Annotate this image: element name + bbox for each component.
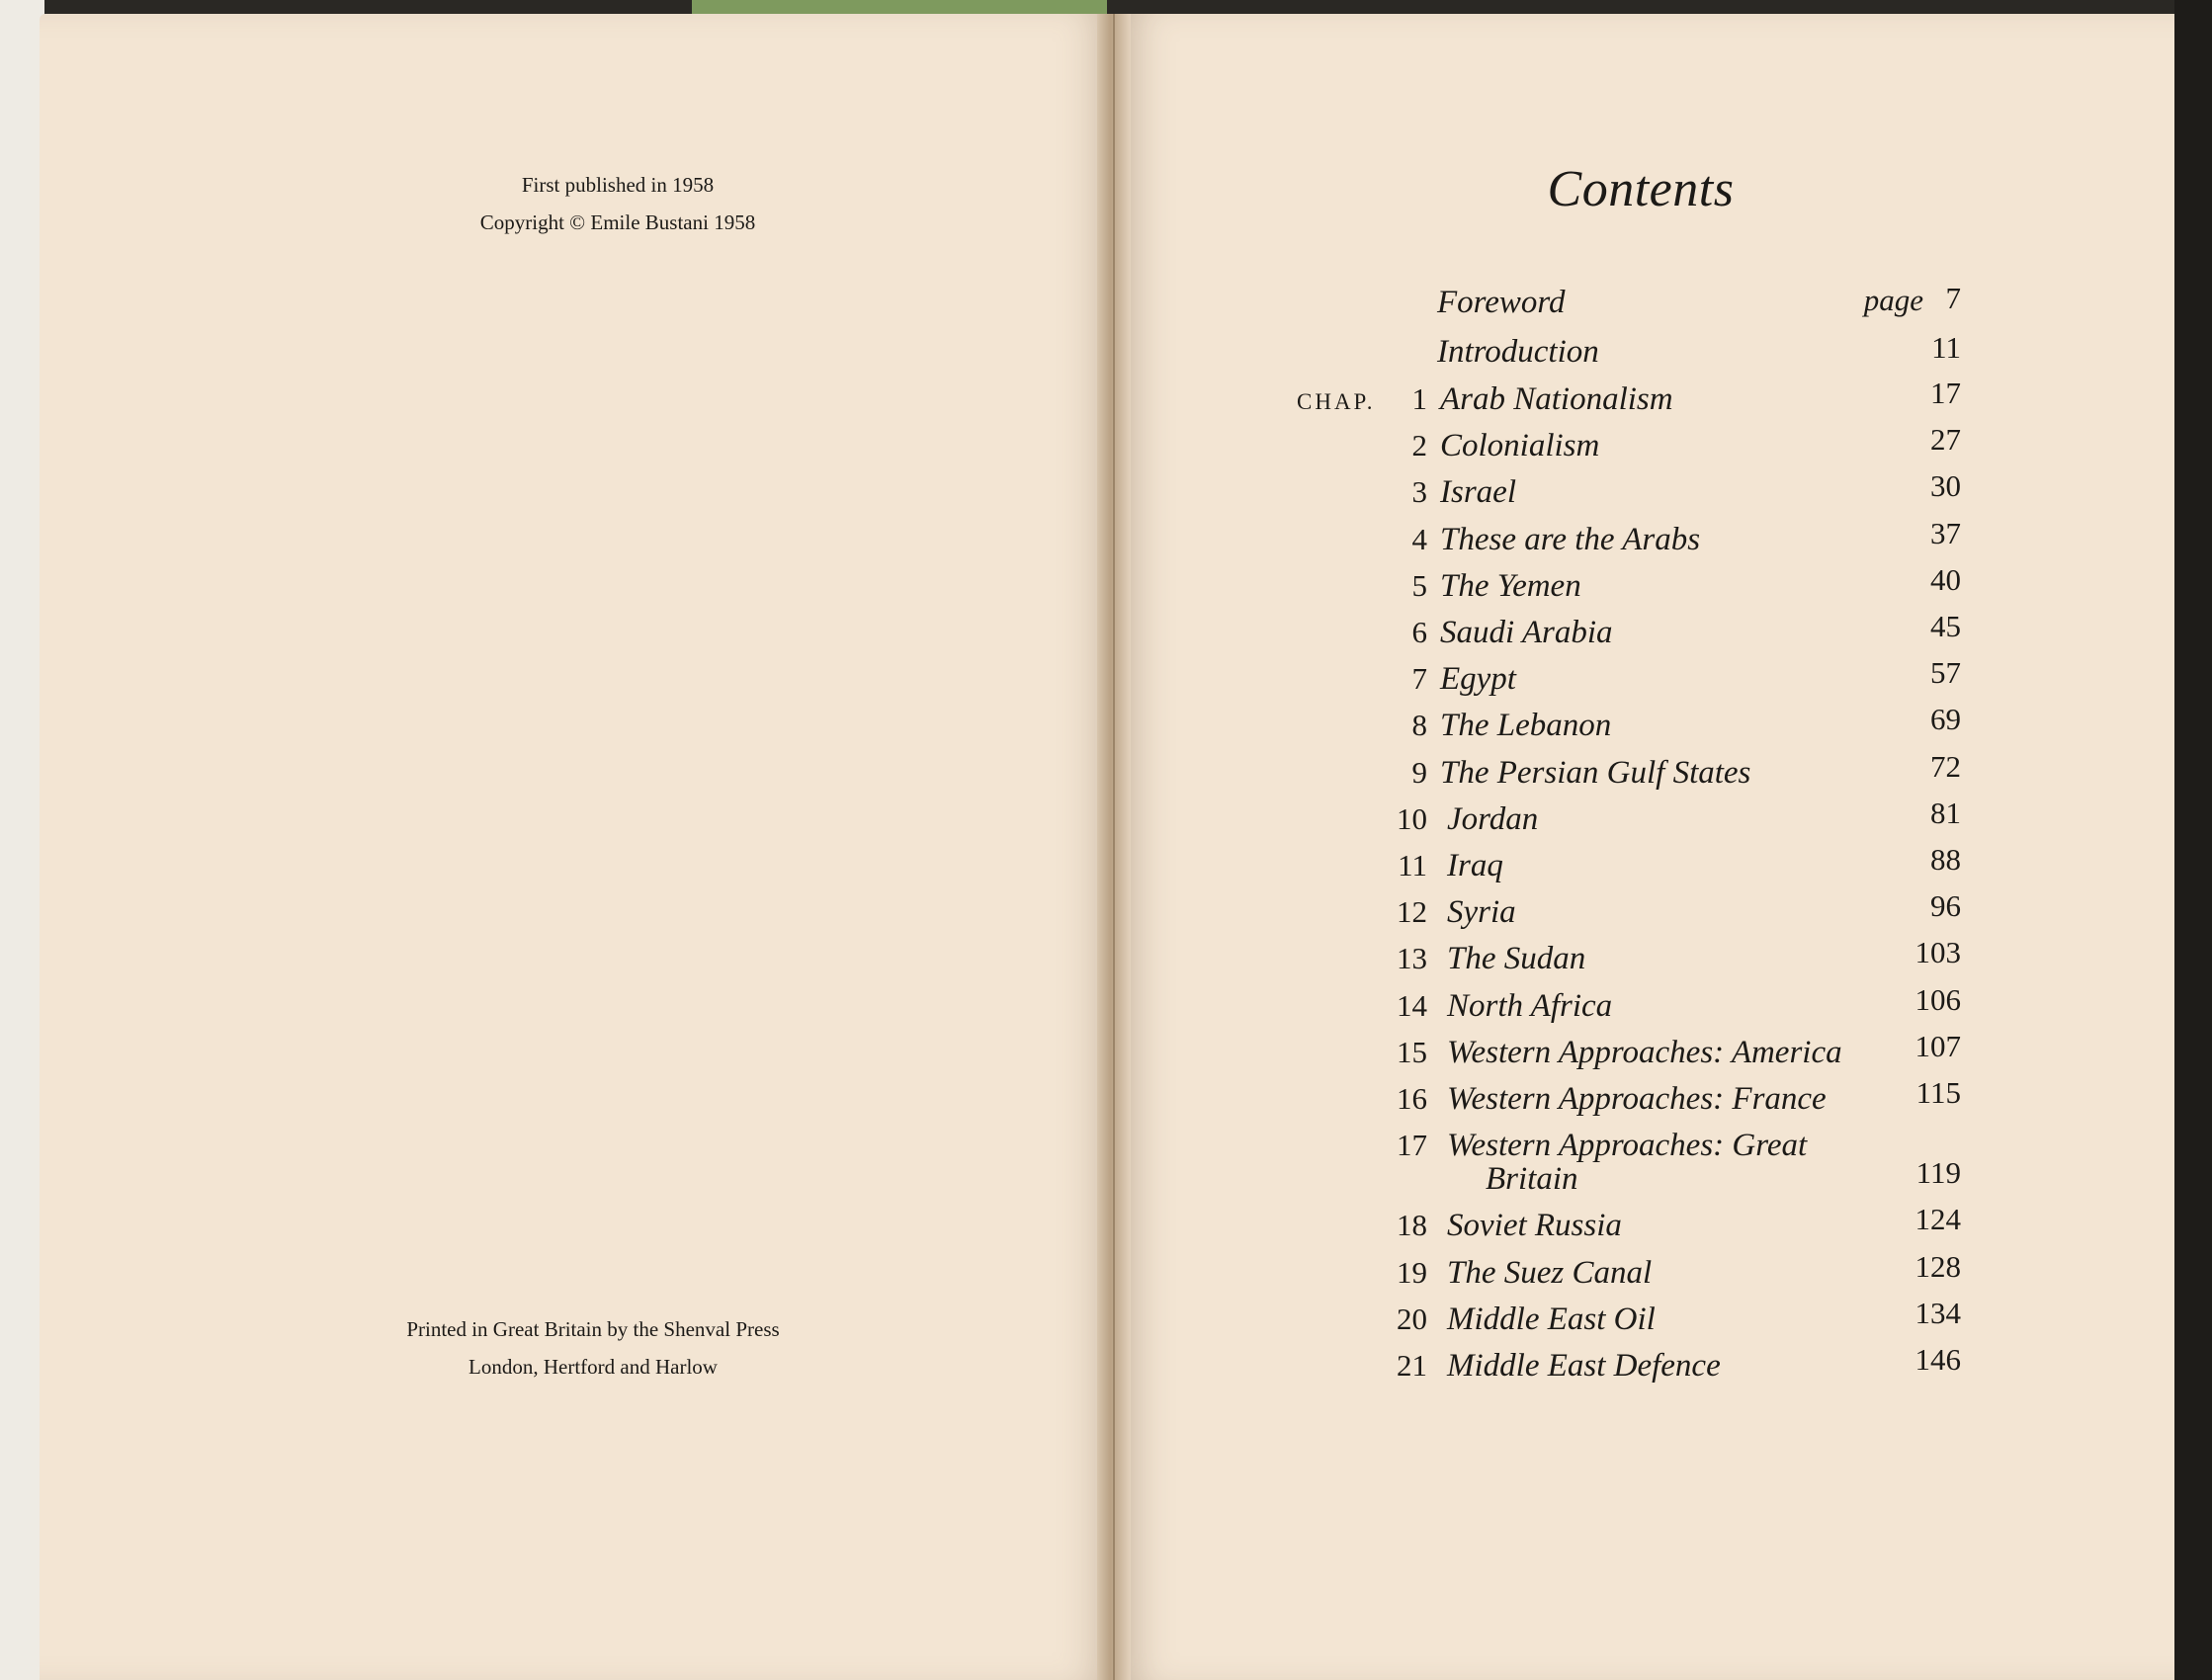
toc-entry-title: Arab Nationalism [1440, 381, 1673, 417]
toc-chapter-number: 1 [1411, 381, 1427, 416]
printer-location-line: London, Hertford and Harlow [468, 1355, 718, 1379]
toc-entry-page: 119 [1915, 1155, 1961, 1191]
toc-entry-page: 45 [1930, 609, 1961, 643]
chap-label: CHAP. [1297, 389, 1376, 414]
toc-entry-title: The Sudan [1447, 941, 1586, 977]
toc-entry-page: 40 [1930, 561, 1961, 597]
toc-entry-page: 30 [1930, 468, 1961, 504]
toc-entry-page: 72 [1930, 748, 1961, 784]
toc-entry-title: Soviet Russia [1447, 1208, 1622, 1244]
toc-entry-page: 81 [1930, 795, 1961, 830]
right-page [1117, 14, 2174, 1680]
printer-info [316, 1310, 870, 1386]
toc-entry-title: Foreword [1437, 285, 1566, 320]
first-published-line: First published in 1958 [521, 173, 715, 197]
toc-chapter-number: 9 [1411, 754, 1427, 790]
toc-entry-title: Western Approaches: France [1447, 1081, 1827, 1117]
publication-info [381, 166, 855, 241]
toc-entry-page: 57 [1930, 655, 1961, 691]
copyright-line: Copyright © Emile Bustani 1958 [479, 210, 756, 234]
toc-entry-title: Middle East Defence [1447, 1348, 1721, 1384]
toc-entry-title: These are the Arabs [1440, 521, 1701, 557]
toc-chapter-number: 8 [1411, 708, 1427, 743]
toc-entry-page: 17 [1930, 376, 1961, 410]
page-label: page [1863, 283, 1923, 317]
toc-chapter-number: 7 [1411, 661, 1427, 697]
toc-entry-title: Syria [1447, 894, 1516, 931]
toc-entry-title: The Suez Canal [1447, 1254, 1653, 1291]
toc-chapter-number: 21 [1397, 1348, 1427, 1383]
toc-chapter-number: 6 [1411, 615, 1427, 649]
toc-entry-title: Saudi Arabia [1440, 615, 1613, 650]
toc-entry-page: 128 [1914, 1248, 1961, 1284]
toc-entry-title: Western Approaches: America [1447, 1034, 1842, 1070]
toc-entry-page: 106 [1914, 981, 1961, 1017]
toc-entry-title: Western Approaches: Great [1447, 1128, 1808, 1164]
toc-entry-page: 134 [1914, 1295, 1961, 1330]
toc-entry-page: 103 [1914, 935, 1961, 970]
toc-entry-page: 27 [1930, 422, 1961, 458]
toc-chapter-number: 10 [1397, 800, 1427, 836]
toc-chapter-number: 18 [1397, 1208, 1427, 1243]
toc-entry-page: 115 [1915, 1075, 1961, 1110]
toc-entry-title: The Yemen [1440, 567, 1581, 604]
toc-chapter-number: 2 [1411, 428, 1427, 463]
toc-chapter-number: 4 [1411, 521, 1427, 556]
toc-chapter-number: 16 [1397, 1081, 1427, 1116]
contents-title: Contents [1547, 161, 1735, 217]
toc-entry-title: North Africa [1447, 987, 1613, 1024]
toc-entry-title: The Lebanon [1440, 708, 1612, 744]
toc-entry-title: Middle East Oil [1447, 1301, 1656, 1337]
toc-entry-page: 11 [1931, 330, 1961, 365]
left-page [40, 14, 1109, 1680]
toc-chapter-number: 14 [1397, 987, 1427, 1023]
book-cover-edge-right [2174, 0, 2212, 1680]
toc-entry-title: The Persian Gulf States [1440, 754, 1751, 791]
toc-chapter-number: 20 [1397, 1301, 1427, 1336]
toc-entry-page: 96 [1930, 888, 1961, 924]
toc-chapter-number: 5 [1411, 567, 1427, 603]
toc-entry-page: 146 [1914, 1342, 1961, 1377]
toc-entry-title: Iraq [1447, 848, 1503, 883]
toc-chapter-number: 3 [1411, 474, 1427, 510]
toc-entry-title: Colonialism [1440, 428, 1600, 464]
toc-entry-page: 88 [1930, 842, 1961, 877]
book-gutter-seam [1113, 14, 1115, 1680]
toc-entry-title: Egypt [1440, 661, 1516, 698]
toc-chapter-number: 17 [1397, 1128, 1427, 1163]
toc-entry-page: 37 [1930, 515, 1961, 550]
toc-chapter-number: 11 [1398, 848, 1427, 882]
toc-entry-title: Introduction [1437, 334, 1599, 370]
toc-chapter-number: 15 [1397, 1034, 1427, 1069]
printer-line: Printed in Great Britain by the Shenval Press [406, 1317, 780, 1341]
toc-entry-title: Jordan [1447, 800, 1539, 837]
background-strip [0, 0, 44, 1680]
toc-entry-page: 107 [1914, 1028, 1961, 1063]
toc-entry-page: 69 [1930, 702, 1961, 737]
toc-entry-title: Israel [1440, 474, 1516, 511]
toc-chapter-number: 12 [1397, 894, 1427, 930]
toc-chapter-number: 19 [1397, 1254, 1427, 1290]
toc-entry-title-line2: Britain [1486, 1161, 1578, 1198]
toc-chapter-number: 13 [1397, 941, 1427, 976]
toc-entry-page: 124 [1914, 1202, 1961, 1237]
toc-entry-page: 7 [1945, 281, 1961, 315]
